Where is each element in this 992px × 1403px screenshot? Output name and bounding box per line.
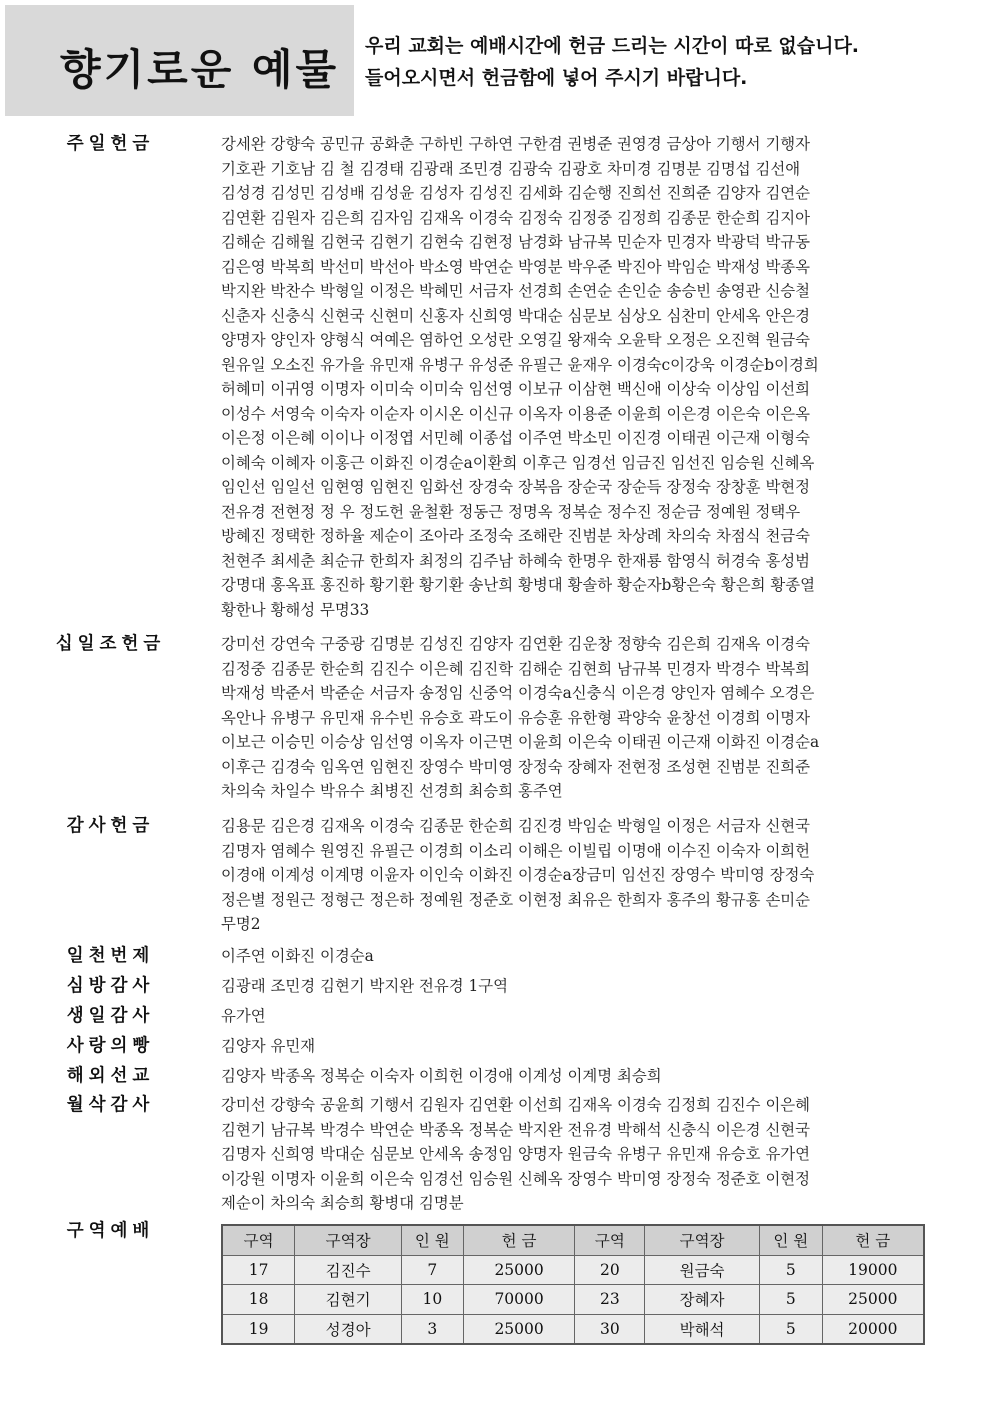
- table-cell: 장혜자: [645, 1285, 760, 1315]
- table-cell: 70000: [463, 1285, 575, 1315]
- name-line: 이주연 이화진 이경순a: [221, 947, 374, 965]
- section-label: 생일감사: [66, 1006, 155, 1026]
- name-line: 이경애 이계성 이계명 이윤자 이인숙 이화진 이경순a장금미 임선진 장영수 박미영 장정숙: [221, 866, 815, 884]
- name-line: 황한나 황해성 무명33: [221, 600, 370, 619]
- col-header: 인 원: [401, 1225, 463, 1255]
- table-cell: 19: [222, 1314, 295, 1344]
- name-list: [221, 974, 941, 999]
- table-cell: 김진수: [295, 1255, 402, 1285]
- name-line: 허혜미 이귀영 이명자 이미숙 이미숙 임선영 이보규 이삼현 백신애 이상숙 이상임 이선희: [221, 380, 811, 398]
- table-cell: 20000: [822, 1314, 924, 1344]
- notice-line: 우리 교회는 예배시간에 헌금 드리는 시간이 따로 없습니다.: [365, 35, 860, 57]
- name-line: 제순이 차의숙 최승희 황병대 김명분: [221, 1194, 464, 1212]
- section-label: 구역예배: [66, 1221, 155, 1241]
- table-cell: 25000: [822, 1285, 924, 1315]
- name-list: [221, 1064, 941, 1089]
- name-line: 김양자 박종옥 정복순 이숙자 이희헌 이경애 이계성 이계명 최승희: [221, 1067, 662, 1085]
- col-header: 인 원: [759, 1225, 822, 1255]
- name-list: [221, 814, 941, 937]
- offering-notice: [365, 30, 945, 94]
- table-header-row: [222, 1225, 924, 1255]
- name-line: 이강원 이명자 이윤희 이은숙 임경선 임승원 신혜옥 장영수 박미영 장정숙 정준호 이현정: [221, 1169, 811, 1188]
- table-cell: 3: [401, 1314, 463, 1344]
- name-list: [221, 132, 941, 622]
- section-label: 십일조헌금: [55, 634, 166, 654]
- name-line: 강미선 강연숙 구중광 김명분 김성진 김양자 김연환 김운창 정향숙 김은희 김재옥 이경숙: [221, 635, 811, 653]
- table-cell: 20: [575, 1255, 645, 1285]
- name-line: 이성수 서영숙 이숙자 이순자 이시온 이신규 이옥자 이용준 이윤희 이은경 이은숙 이은옥: [221, 404, 811, 423]
- name-line: 강세완 강향숙 공민규 공화춘 구하빈 구하연 구한겸 권병준 권영경 금상아 기행서 기행자: [221, 135, 811, 153]
- name-line: 이후근 김경숙 임옥연 임현진 장영수 박미영 장정숙 장혜자 전현정 조성현 진범분 진희준: [221, 757, 811, 776]
- name-line: 기호관 기호남 김 철 김경태 김광래 조민경 김광숙 김광호 차미경 김명분 김명섭 김선애: [221, 159, 801, 178]
- name-line: 유가연: [221, 1007, 266, 1025]
- name-line: 김정중 김종문 한순희 김진수 이은혜 김진학 김해순 김현희 남규복 민경자 박경수 박복희: [221, 659, 811, 678]
- name-list: [221, 1034, 941, 1059]
- name-line: 박지완 박찬수 박형일 이정은 박혜민 서금자 선경희 손연순 손인순 송승빈 송영관 신승철: [221, 282, 811, 300]
- name-line: 신춘자 신충식 신현국 신현미 신홍자 신희영 박대순 심문보 심상오 심찬미 안세옥 안은경: [221, 306, 811, 325]
- name-line: 김광래 조민경 김현기 박지완 전유경 1구역: [221, 977, 508, 995]
- name-list: [221, 944, 941, 969]
- name-line: 원유일 오소진 유가을 유민재 유병구 유성준 유필근 윤재우 이경숙c이강욱 이경순b이경희: [221, 355, 819, 374]
- table-cell: 원금숙: [645, 1255, 760, 1285]
- region-worship-table: [221, 1224, 925, 1345]
- name-line: 양명자 양인자 양형식 여예은 염하언 오성란 오영길 왕재숙 오윤탁 오정은 오진혁 원금숙: [221, 331, 811, 349]
- table-cell: 10: [401, 1285, 463, 1315]
- section-label: 주일헌금: [66, 134, 155, 154]
- table-cell: 7: [401, 1255, 463, 1285]
- name-line: 옥안나 유병구 유민재 유수빈 유승호 곽도이 유승훈 유한형 곽양숙 윤창선 이경희 이명자: [221, 708, 811, 727]
- section-label: 심방감사: [66, 976, 155, 996]
- table-cell: 성경아: [295, 1314, 402, 1344]
- name-line: 이혜숙 이혜자 이홍근 이화진 이경순a이환희 이후근 임경선 임금진 임선진 임승원 신혜옥: [221, 453, 815, 472]
- table-cell: 23: [575, 1285, 645, 1315]
- col-header: 헌 금: [463, 1225, 575, 1255]
- page-title: 향기로운 예물: [60, 45, 340, 94]
- name-line: 김해순 김해월 김현국 김현기 김현숙 김현정 남경화 남규복 민순자 민경자 박광덕 박규동: [221, 233, 811, 251]
- section-label: 월삭감사: [66, 1095, 155, 1115]
- name-line: 전유경 전현정 정 우 정도헌 윤철환 정동근 정명옥 정복순 정수진 정순금 정예원 정택우: [221, 502, 801, 521]
- table-cell: 박해석: [645, 1314, 760, 1344]
- section-label: 해외선교: [66, 1066, 155, 1086]
- name-line: 박재성 박준서 박준순 서금자 송정임 신중억 이경숙a신충식 이은경 양인자 염혜수 오경은: [221, 684, 815, 702]
- title-box: [5, 5, 354, 116]
- name-line: 강미선 강향숙 공윤희 기행서 김원자 김연환 이선희 김재옥 이경숙 김정희 김진수 이은혜: [221, 1096, 811, 1114]
- col-header: 헌 금: [822, 1225, 924, 1255]
- table-cell: 19000: [822, 1255, 924, 1285]
- name-line: 정은별 정원근 정형근 정은하 정예원 정준호 이현정 최유은 한희자 홍주의 황규홍 손미순: [221, 890, 811, 909]
- table-row: [222, 1314, 924, 1344]
- col-header: 구역장: [295, 1225, 402, 1255]
- notice-line: 들어오시면서 헌금함에 넣어 주시기 바랍니다.: [365, 67, 748, 89]
- name-line: 김양자 유민재: [221, 1037, 316, 1055]
- name-line: 임인선 임일선 임현영 임현진 임화선 장경숙 장복음 장순국 장순득 장정숙 장창훈 박현정: [221, 478, 811, 496]
- table-cell: 5: [759, 1285, 822, 1315]
- col-header: 구역장: [645, 1225, 760, 1255]
- name-line: 김은영 박복희 박선미 박선아 박소영 박연순 박영분 박우준 박진아 박임순 박재성 박종옥: [221, 257, 811, 276]
- section-label: 일천번제: [66, 946, 155, 966]
- table-cell: 25000: [463, 1314, 575, 1344]
- table-cell: 5: [759, 1255, 822, 1285]
- name-line: 김용문 김은경 김재옥 이경숙 김종문 한순희 김진경 박임순 박형일 이정은 서금자 신현국: [221, 817, 811, 835]
- col-header: 구역: [222, 1225, 295, 1255]
- name-line: 이은정 이은혜 이이나 이정엽 서민혜 이종섭 이주연 박소민 이진경 이태권 이근재 이형숙: [221, 429, 811, 447]
- table-cell: 30: [575, 1314, 645, 1344]
- name-line: 김명자 염혜수 원영진 유필근 이경희 이소리 이해은 이빌립 이명애 이수진 이숙자 이희헌: [221, 841, 811, 860]
- table-row: [222, 1285, 924, 1315]
- section-label: 사랑의빵: [66, 1036, 155, 1056]
- name-line: 김성경 김성민 김성배 김성윤 김성자 김성진 김세화 김순행 진희선 진희준 김양자 김연순: [221, 184, 811, 202]
- name-line: 김명자 신희영 박대순 심문보 안세옥 송정임 양명자 원금숙 유병구 유민재 유승호 유가연: [221, 1145, 811, 1163]
- name-line: 방혜진 정택한 정하율 제순이 조아라 조정숙 조해란 진범분 차상례 차의숙 차점식 천금숙: [221, 527, 811, 545]
- col-header: 구역: [575, 1225, 645, 1255]
- name-line: 차의숙 차일수 박유수 최병진 선경희 최승희 홍주연: [221, 782, 563, 800]
- table-cell: 17: [222, 1255, 295, 1285]
- table-cell: 김현기: [295, 1285, 402, 1315]
- table-cell: 25000: [463, 1255, 575, 1285]
- name-line: 이보근 이승민 이승상 임선영 이옥자 이근면 이윤희 이은숙 이태권 이근재 이화진 이경순a: [221, 733, 820, 751]
- table-row: [222, 1255, 924, 1285]
- name-line: 김현기 남규복 박경수 박연순 박종옥 정복순 박지완 전유경 박해석 신충식 이은경 신현국: [221, 1120, 811, 1139]
- section-label: 감사헌금: [66, 816, 155, 836]
- name-line: 천현주 최세춘 최순규 한희자 최정의 김주남 하혜숙 한명우 한재룡 함영식 허경숙 홍성범: [221, 551, 811, 570]
- name-line: 강명대 홍옥표 홍진하 황기환 황기환 송난희 황병대 황솔하 황순자b황은숙 황은희 황종열: [221, 576, 815, 594]
- table-cell: 18: [222, 1285, 295, 1315]
- table-cell: 5: [759, 1314, 822, 1344]
- name-line: 무명2: [221, 915, 261, 933]
- name-list: [221, 1093, 941, 1216]
- name-line: 김연환 김원자 김은희 김자임 김재옥 이경숙 김정숙 김정중 김정희 김종문 한순희 김지아: [221, 208, 811, 227]
- name-list: [221, 1004, 941, 1029]
- name-list: [221, 632, 941, 804]
